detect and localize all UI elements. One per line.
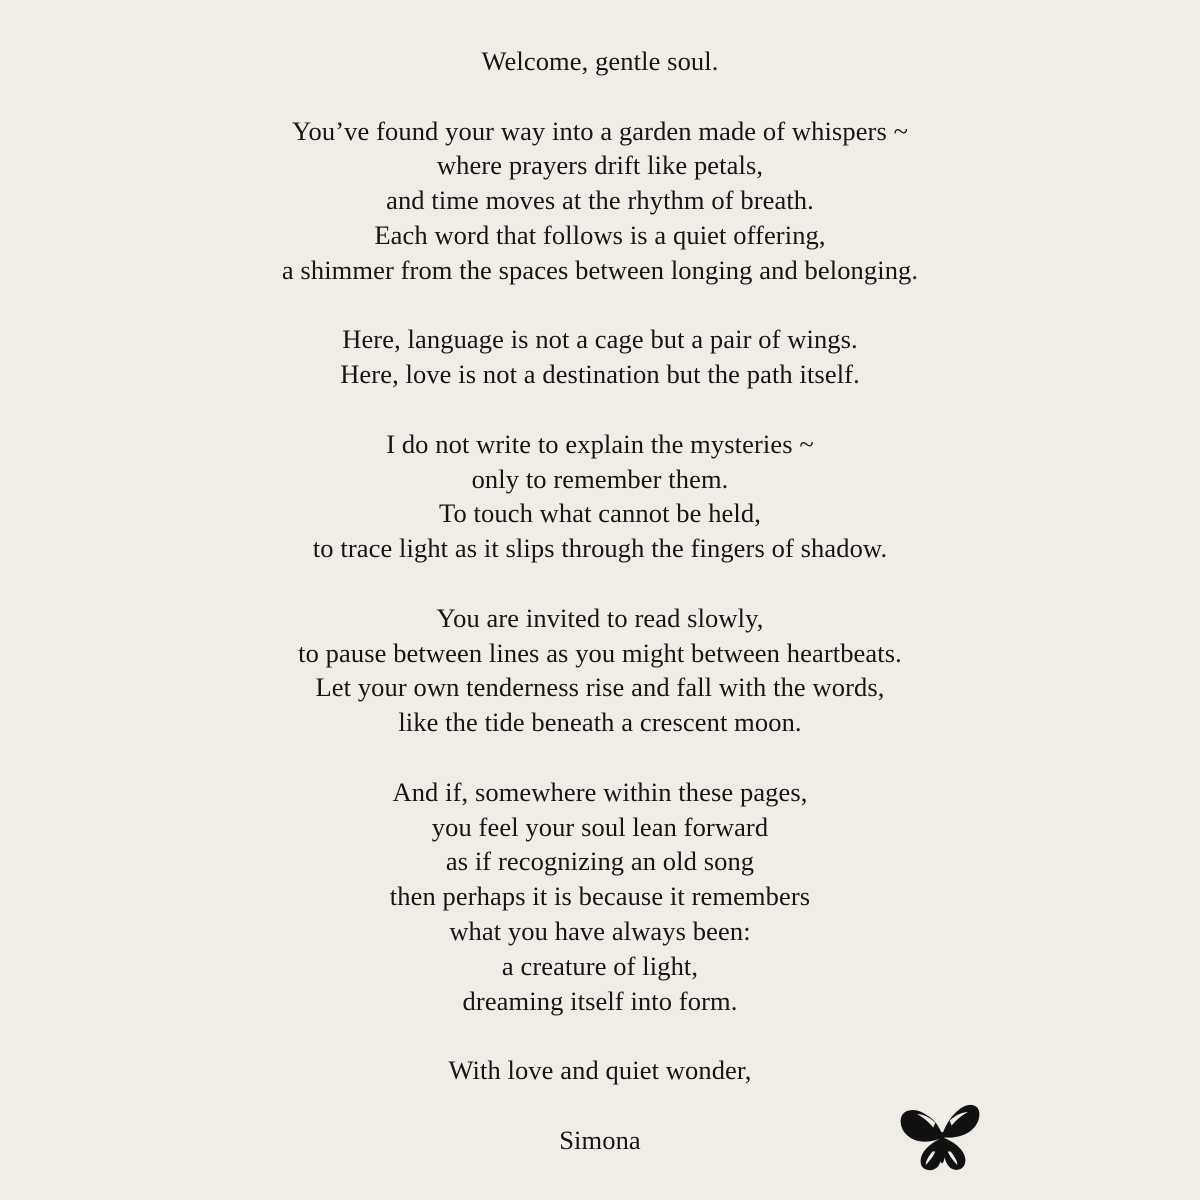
stanza-3 [120,427,1080,566]
poem-line: and time moves at the rhythm of breath. [386,185,814,216]
stanza-spacer [120,79,1080,114]
closing-block [120,1053,1080,1157]
poem-line: only to remember them. [471,463,729,494]
poem-line: Here, love is not a destination but the path itself. [340,359,860,390]
greeting-line: Welcome, gentle soul. [481,46,719,76]
letter-body [120,44,1080,1158]
poem-line: Let your own tenderness rise and fall with the words, [315,672,885,703]
poem-line: And if, somewhere within these pages, [392,776,808,807]
poem-line: dreaming itself into form. [462,985,738,1016]
poem-line: a shimmer from the spaces between longing and belonging. [281,254,919,285]
poem-line: Here, language is not a cage but a pair of wings. [342,324,858,355]
closing-line: With love and quiet wonder, [448,1055,752,1086]
stanza-spacer [120,566,1080,601]
poem-line: what you have always been: [449,915,751,946]
signature-spacer [120,1088,1080,1123]
poem-line: a creature of light, [501,950,699,981]
stanza-4 [120,601,1080,740]
poem-line: you feel your soul lean forward [431,811,769,842]
poem-line: then perhaps it is because it remembers [389,881,811,912]
stanza-spacer [120,392,1080,427]
poem-line: like the tide beneath a crescent moon. [398,707,802,738]
poem-line: You’ve found your way into a garden made of whispers ~ [291,115,909,146]
stanza-1 [120,114,1080,288]
poem-line: as if recognizing an old song [445,846,755,877]
poem-line: to pause between lines as you might between heartbeats. [298,637,902,668]
poem-line: I do not write to explain the mysteries ~ [386,428,814,459]
poem-line: to trace light as it slips through the fingers of shadow. [312,533,888,564]
stanza-5 [120,775,1080,1019]
poem-line: To touch what cannot be held, [439,498,761,529]
stanza-spacer [120,1018,1080,1053]
poem-line: where prayers drift like petals, [436,150,764,181]
poem-line: Each word that follows is a quiet offering, [374,219,826,250]
greeting-stanza [120,44,1080,79]
poem-line: You are invited to read slowly, [436,602,764,633]
signature-name: Simona [559,1124,641,1155]
stanza-spacer [120,288,1080,323]
stanza-spacer [120,740,1080,775]
stanza-2 [120,322,1080,392]
